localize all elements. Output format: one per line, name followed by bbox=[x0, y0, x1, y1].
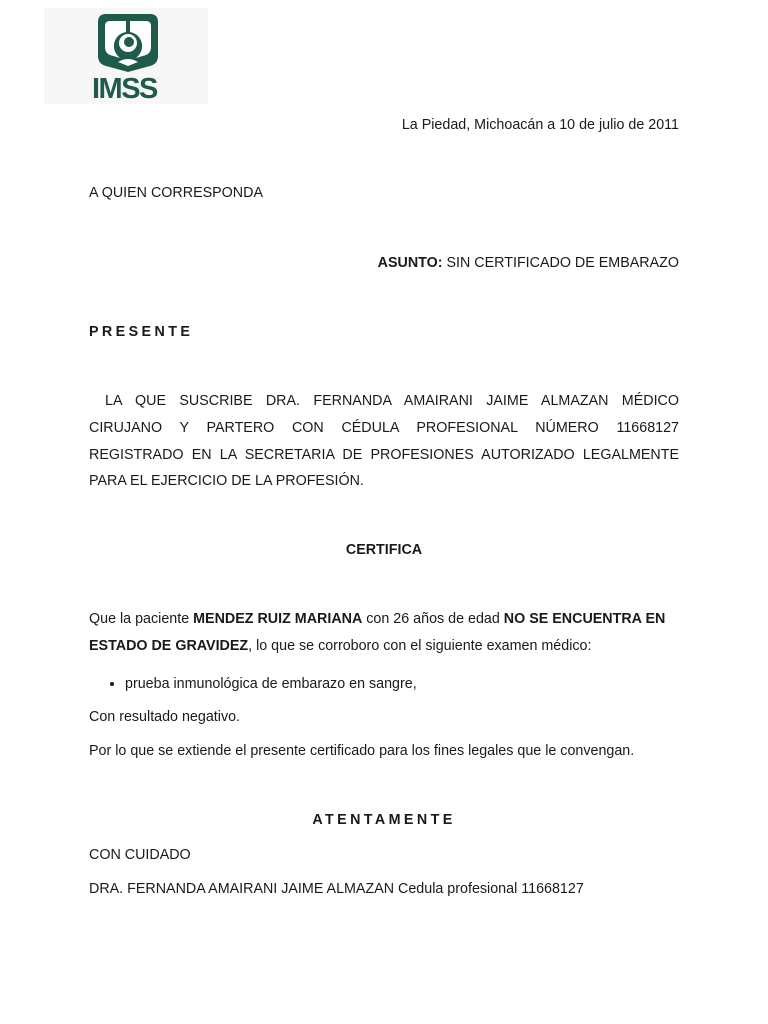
exam-item: • prueba inmunológica de embarazo en sangre, bbox=[125, 674, 679, 694]
imss-logo-text: IMSS bbox=[92, 73, 157, 105]
intro-paragraph: LA QUE SUSCRIBE DRA. FERNANDA AMAIRANI JAIME ALMAZAN MÉDICO CIRUJANO Y PARTERO CON CÉDULA PROFESIONAL NÚMERO 11668127 REGISTRADO EN LA SECRETARIA DE PROFESIONES AUTORIZADO LEGALMENTE PARA EL EJERCICIO DE LA PROFESIÓN. bbox=[89, 393, 679, 490]
certifica-heading: CERTIFICA bbox=[345, 542, 423, 558]
atentamente-heading: ATENTAMENTE bbox=[312, 812, 456, 828]
subject-value: SIN CERTIFICADO DE EMBARAZO bbox=[442, 255, 679, 271]
logo-area bbox=[44, 8, 208, 104]
body-text-3: , lo que se corroboro con el siguiente examen médico: bbox=[248, 638, 592, 654]
closing-paragraph: Por lo que se extiende el presente certificado para los fines legales que le convengan. bbox=[89, 743, 635, 759]
farewell: CON CUIDADO bbox=[89, 847, 191, 863]
body-text-2: con 26 años de edad bbox=[362, 611, 504, 627]
presente-heading: PRESENTE bbox=[89, 324, 194, 340]
signature-line: DRA. FERNANDA AMAIRANI JAIME ALMAZAN Cedula profesional 11668127 bbox=[89, 881, 584, 897]
subject-label: ASUNTO: bbox=[377, 255, 443, 271]
result-line: Con resultado negativo. bbox=[89, 709, 241, 725]
addressee: A QUIEN CORRESPONDA bbox=[89, 185, 263, 201]
patient-name: MENDEZ RUIZ MARIANA bbox=[193, 611, 363, 627]
imss-emblem-icon bbox=[96, 12, 160, 74]
exam-list bbox=[89, 674, 679, 694]
subject-line bbox=[89, 255, 679, 271]
date-line: La Piedad, Michoacán a 10 de julio de 2011 bbox=[401, 117, 679, 133]
body-text-1: Que la paciente bbox=[89, 611, 194, 627]
pregnancy-status: NO SE ENCUENTRA EN ESTADO DE GRAVIDEZ bbox=[89, 611, 666, 654]
certification-body bbox=[89, 606, 679, 660]
